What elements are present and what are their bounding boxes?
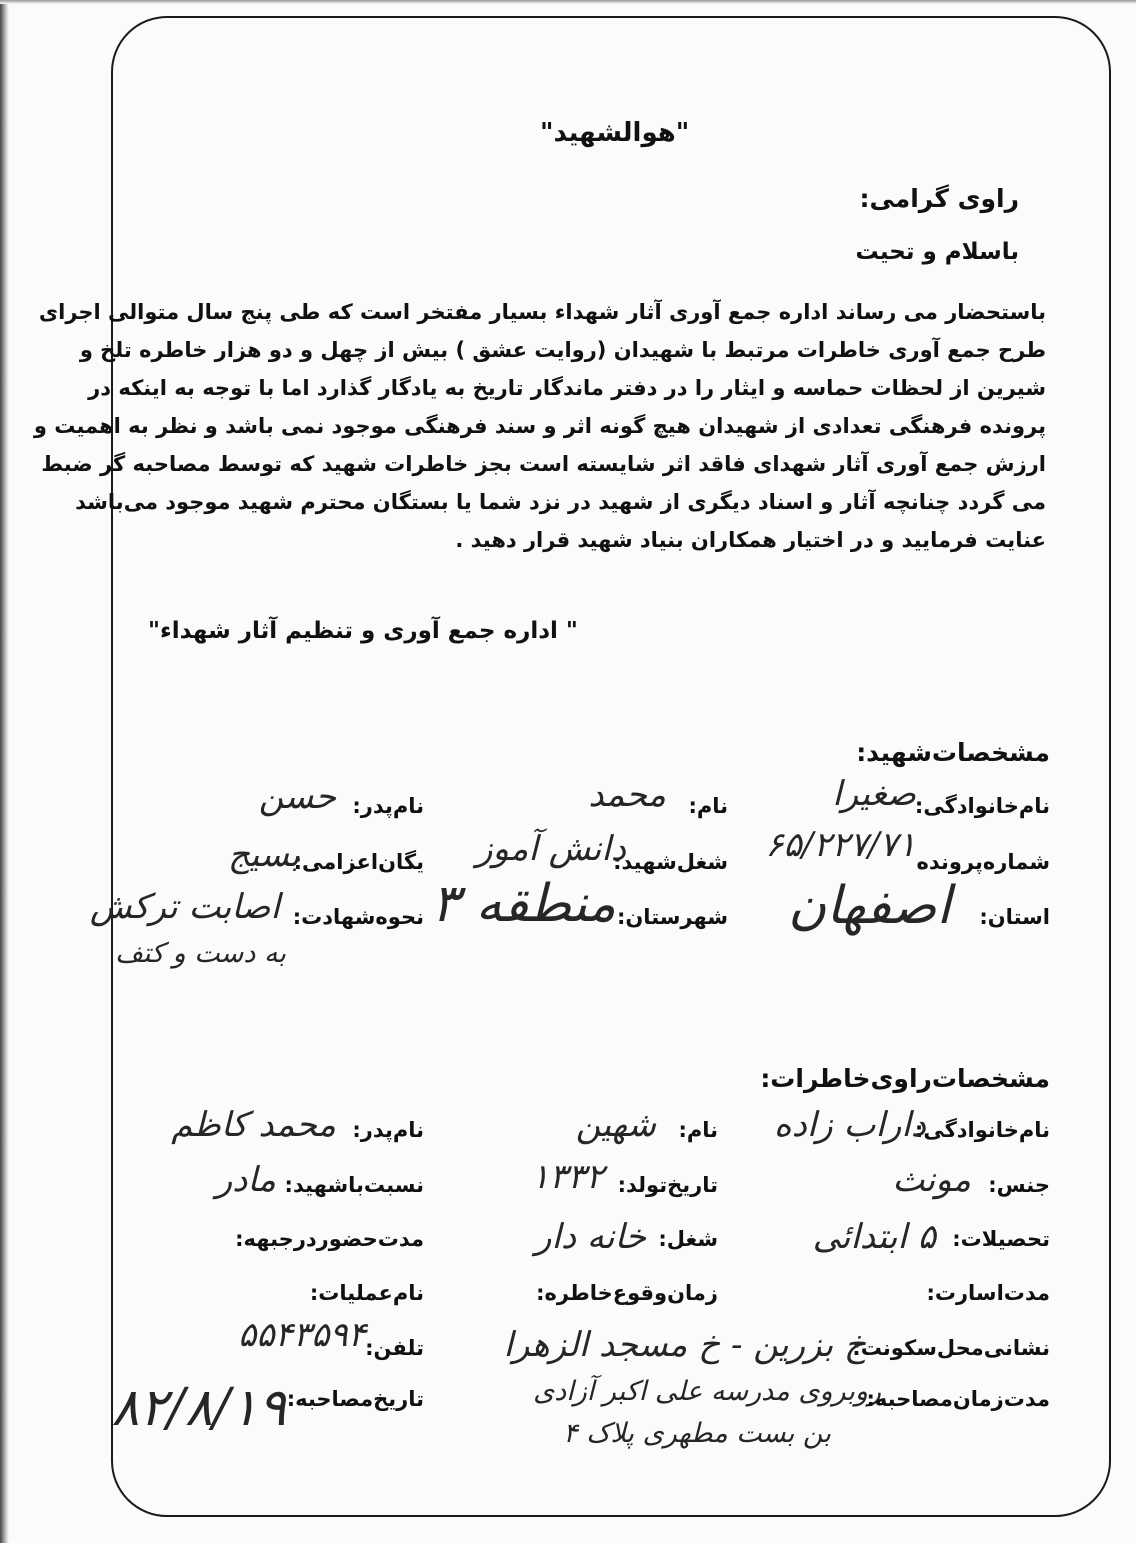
martyr-family-name-label: نام‌خانوادگی: (914, 794, 1050, 818)
narrator-captivity-label: مدت‌اسارت: (926, 1281, 1050, 1305)
narrator-first-name-label: نام: (678, 1118, 718, 1142)
narrator-phone-value: ۵۵۴۳۵۹۴ (238, 1315, 366, 1355)
narrator-job-label: شغل: (658, 1227, 718, 1251)
martyr-first-name-label: نام: (688, 794, 728, 818)
narrator-interview-date-value: ۸۲/۸/۱۹ (111, 1378, 286, 1438)
narrator-job-value: خانه دار (535, 1217, 646, 1257)
narrator-address-value-line1: خ بزرین - خ مسجد الزهرا (503, 1325, 866, 1365)
signature: " اداره جمع آوری و تنظیم آثار شهداء" (148, 618, 578, 644)
martyr-family-name-value: صغیرا (832, 774, 916, 814)
narrator-address-value-line3: بن بست مطهری پلاک ۴ (563, 1418, 831, 1449)
narrator-address-label: نشانی‌محل‌سکونت: (852, 1336, 1050, 1360)
martyr-first-name-value: محمد (588, 775, 666, 815)
martyr-unit-label: یگان‌اعزامی: (293, 850, 424, 874)
body-line: عنایت فرمایید و در اختیار همکاران بنیاد شهید قرار دهید . (455, 528, 1046, 552)
narrator-address-value-line2: روبروی مدرسه علی اکبر آزادی (533, 1376, 881, 1407)
narrator-birth-date-value: ۱۳۳۲ (530, 1157, 604, 1197)
narrator-section-heading: مشخصات‌راوی‌خاطرات: (760, 1064, 1050, 1093)
narrator-gender-value: مونث (892, 1160, 971, 1200)
narrator-gender-label: جنس: (988, 1173, 1050, 1197)
narrator-father-name-value: محمد کاظم (171, 1105, 336, 1145)
narrator-phone-label: تلفن: (365, 1336, 424, 1360)
martyr-city-label: شهرستان: (616, 905, 728, 929)
narrator-birth-date-label: تاریخ‌تولد: (617, 1173, 718, 1197)
body-line: باستحضار می رساند اداره جمع آوری آثار شهداء بسیار مفتخر است که طی پنج سال متوالی اجرای (38, 300, 1046, 324)
salutation: راوی گرامی: (859, 184, 1019, 213)
martyr-father-name-value: حسن (258, 777, 336, 817)
narrator-family-name-value: داراب زاده (773, 1105, 926, 1145)
narrator-family-name-label: نام‌خانوادگی: (914, 1118, 1050, 1142)
body-line: طرح جمع آوری خاطرات مرتبط با شهیدان (روایت عشق ) بیش از چهل و دو هزار خاطره تلخ و (79, 338, 1046, 362)
greeting: باسلام و تحیت (855, 239, 1019, 265)
scan-left-edge (0, 0, 9, 1543)
martyr-occupation-value: دانش آموز (476, 829, 626, 869)
martyr-province-label: استان: (979, 905, 1050, 929)
narrator-education-label: تحصیلات: (952, 1227, 1050, 1251)
martyr-manner-value-line2: به دست و کتف (115, 938, 286, 969)
body-line: ارزش جمع آوری آثار شهدای فاقد اثر شایسته است بجز خاطرات شهید که توسط مصاحبه گر ضبط (41, 452, 1046, 476)
martyr-manner-value-line1: اصابت ترکش (89, 887, 280, 927)
body-line: پرونده فرهنگی تعدادی از شهیدان هیچ گونه اثر و سند فرهنگی موجود نمی باشد و نظر به اهمیت و (33, 414, 1046, 438)
narrator-memory-time-label: زمان‌وقوع‌خاطره: (536, 1281, 718, 1305)
narrator-interview-duration-label: مدت‌زمان‌مصاحبه: (866, 1387, 1050, 1411)
narrator-relation-value: مادر (215, 1160, 276, 1200)
narrator-front-duration-label: مدت‌حضوردرجبهه: (235, 1227, 424, 1251)
martyr-occupation-label: شغل‌شهید: (613, 850, 728, 874)
martyr-manner-label: نحوه‌شهادت: (292, 905, 424, 929)
martyr-city-value: منطقه ۳ (431, 874, 616, 934)
martyr-father-name-label: نام‌پدر: (352, 794, 424, 818)
narrator-interview-date-label: تاریخ‌مصاحبه: (286, 1387, 424, 1411)
martyr-file-number-value: ۶۵/۲۲۷/۷۱ (765, 825, 916, 865)
martyr-unit-value: بسیج (227, 835, 300, 875)
martyr-section-heading: مشخصات‌شهید: (856, 738, 1050, 767)
body-paragraph (33, 293, 1046, 559)
narrator-father-name-label: نام‌پدر: (352, 1118, 424, 1142)
narrator-education-value: ۵ ابتدائی (812, 1217, 936, 1257)
martyr-file-number-label: شماره‌پرونده (916, 850, 1050, 874)
document-title: "هوالشهید" (540, 118, 690, 148)
narrator-first-name-value: شهین (575, 1105, 656, 1145)
narrator-relation-label: نسبت‌باشهید: (284, 1173, 424, 1197)
body-line: شیرین از لحظات حماسه و ایثار را در دفتر ماندگار تاریخ به یادگار گذارد اما با توجه به اینکه در (88, 376, 1046, 400)
martyr-province-value: اصفهان (788, 876, 951, 936)
body-line: می گردد چنانچه آثار و اسناد دیگری از شهید در نزد شما یا بستگان محترم شهید موجود می‌باشد (75, 490, 1046, 514)
scan-top-edge (0, 0, 1136, 4)
narrator-operation-label: نام‌عملیات: (309, 1281, 424, 1305)
